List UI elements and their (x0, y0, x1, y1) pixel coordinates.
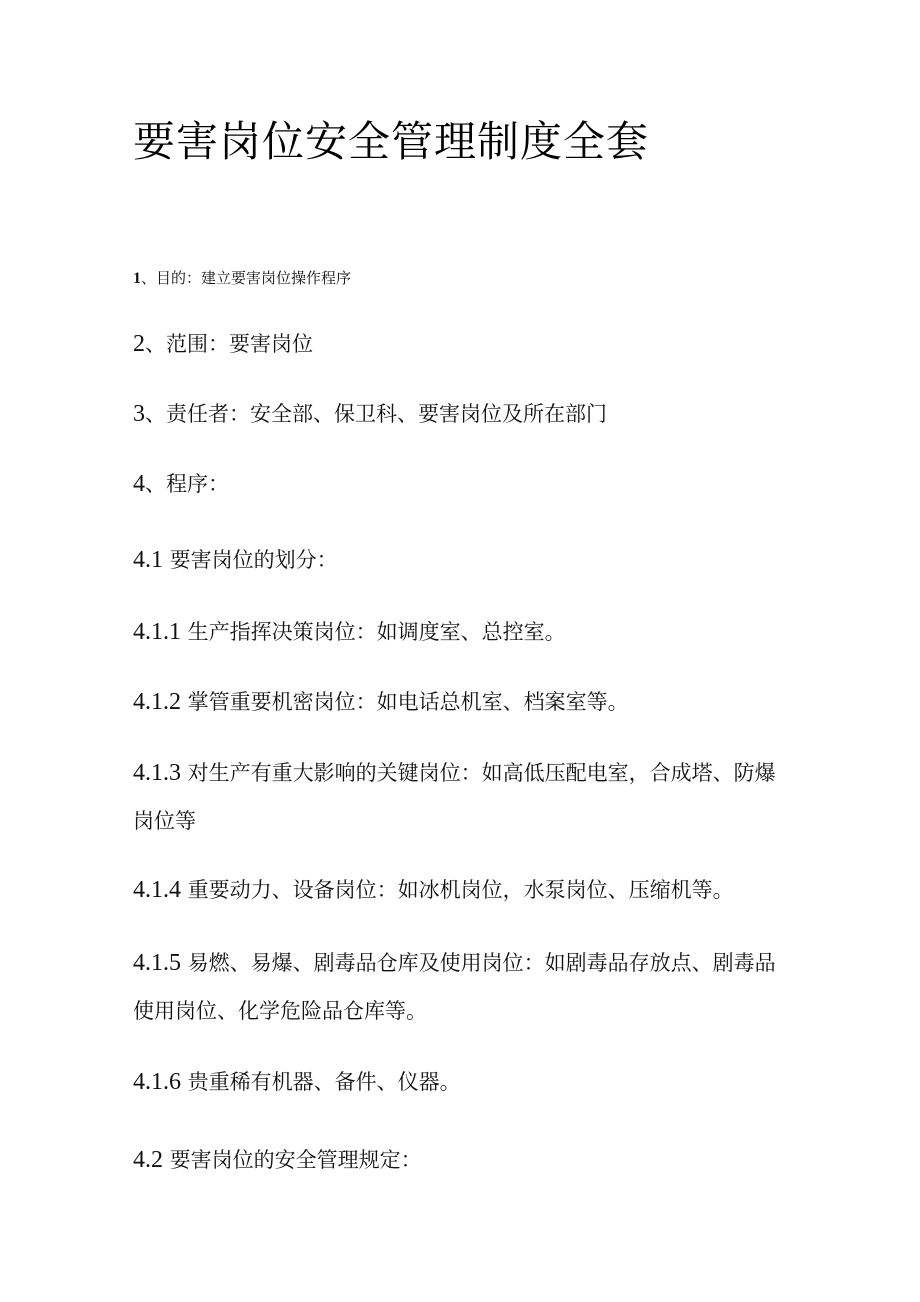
section-text: 要害岗位的划分： (163, 548, 338, 572)
section-text: 、责任者：安全部、保卫科、要害岗位及所在部门 (145, 402, 607, 426)
section-text: 要害岗位的安全管理规定： (163, 1148, 422, 1172)
section-number: 4.1.4 (133, 877, 181, 903)
section-text: 生产指挥决策岗位：如调度室、总控室。 (181, 620, 566, 644)
section-number: 2 (133, 331, 145, 357)
paragraph-4-1-3 (133, 749, 793, 845)
section-number: 3 (133, 401, 145, 427)
section-number: 4.2 (133, 1147, 163, 1173)
section-text: 、程序： (145, 472, 229, 496)
section-text: 、目的：建立要害岗位操作程序 (141, 269, 352, 287)
paragraph-4-1-4 (133, 866, 793, 914)
section-number: 4.1.6 (133, 1069, 181, 1095)
section-number: 4.1.2 (133, 689, 181, 715)
section-number: 4.1.3 (133, 760, 181, 786)
paragraph-4-1-1 (133, 608, 793, 656)
section-number: 4.1 (133, 547, 163, 573)
paragraph-4-2 (133, 1136, 793, 1184)
paragraph-4-1-6 (133, 1058, 793, 1106)
section-text: 、范围：要害岗位 (145, 332, 313, 356)
section-text: 易燃、易爆、剧毒品仓库及使用岗位：如剧毒品存放点、剧毒品使用岗位、化学危险品仓库等。 (133, 951, 776, 1023)
paragraph-procedure (133, 460, 793, 508)
paragraph-scope (133, 320, 793, 368)
paragraph-responsible (133, 390, 793, 438)
section-number: 4.1.5 (133, 950, 181, 976)
paragraph-4-1 (133, 536, 793, 584)
section-number: 1 (133, 270, 141, 287)
section-text: 对生产有重大影响的关键岗位：如高低压配电室，合成塔、防爆岗位等 (133, 761, 776, 833)
paragraph-4-1-2 (133, 678, 793, 726)
document-title: 要害岗位安全管理制度全套 (133, 117, 650, 166)
section-number: 4 (133, 471, 145, 497)
section-number: 4.1.1 (133, 619, 181, 645)
paragraph-purpose (133, 263, 793, 294)
section-text: 贵重稀有机器、备件、仪器。 (181, 1070, 461, 1094)
paragraph-4-1-5 (133, 939, 793, 1035)
section-text: 掌管重要机密岗位：如电话总机室、档案室等。 (181, 690, 629, 714)
section-text: 重要动力、设备岗位：如冰机岗位，水泵岗位、压缩机等。 (181, 878, 734, 902)
